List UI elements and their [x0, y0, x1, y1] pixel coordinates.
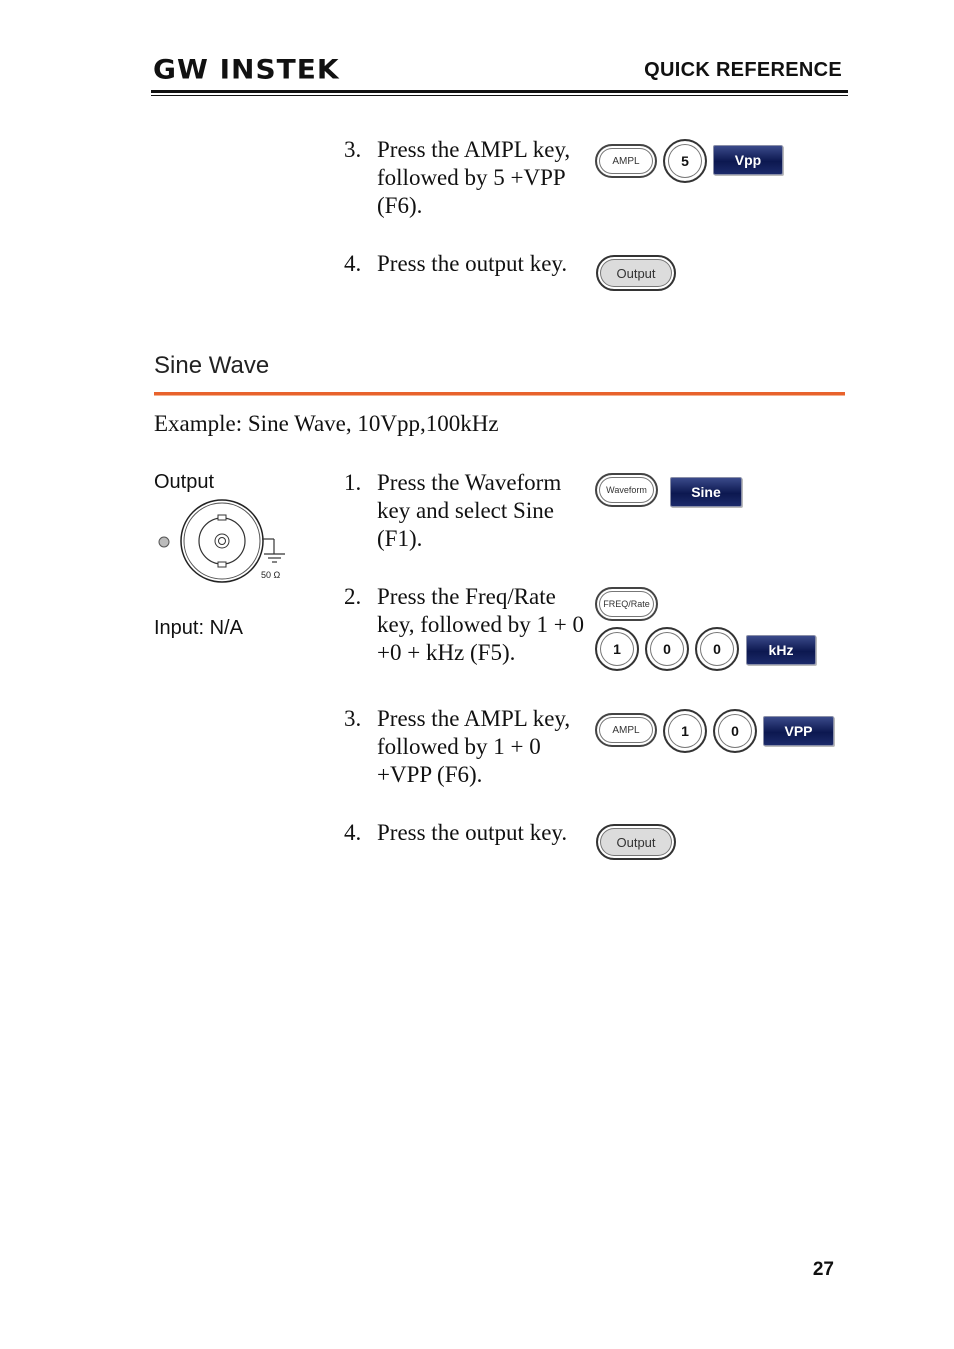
step-number: 2.	[344, 584, 362, 609]
ampl-key: AMPL	[595, 144, 657, 178]
digit-0-key: 0	[695, 627, 739, 671]
digit-0-key: 0	[645, 627, 689, 671]
output-key: Output	[596, 255, 676, 291]
input-label: Input: N/A	[154, 617, 243, 639]
digit-5-key: 5	[663, 139, 707, 183]
step-text: Press the Freq/Rate key, followed by 1 + 0 +0 + kHz (F5).	[377, 584, 584, 665]
output-label: Output	[154, 471, 215, 493]
step-text: Press the output key.	[377, 820, 568, 845]
vpp-softkey: VPP	[763, 716, 834, 746]
example-text: Example: Sine Wave, 10Vpp,100kHz	[154, 411, 499, 436]
impedance-label: 50 Ω	[261, 570, 281, 580]
digit-1-key: 1	[595, 627, 639, 671]
header-rule-thin	[151, 95, 848, 96]
waveform-key: Waveform	[595, 473, 658, 507]
vpp-softkey: Vpp	[713, 145, 783, 175]
digit-0-key: 0	[713, 709, 757, 753]
step-text: Press the Waveform key and select Sine (F1).	[377, 470, 562, 551]
step-number: 4.	[344, 251, 362, 276]
step-number: 4.	[344, 820, 362, 845]
step-number: 3.	[344, 137, 362, 162]
ampl-key: AMPL	[595, 713, 657, 747]
output-key: Output	[596, 824, 676, 860]
header-rule	[151, 90, 848, 93]
section-title: Sine Wave	[154, 352, 270, 379]
header-title: QUICK REFERENCE	[644, 59, 842, 81]
step-number: 3.	[344, 706, 362, 731]
step-text: Press the output key.	[377, 251, 568, 276]
digit-1-key: 1	[663, 709, 707, 753]
step-number: 1.	[344, 470, 362, 495]
brand-logo: GW INSTEK	[153, 53, 340, 86]
page-number: 27	[812, 1259, 834, 1280]
step-text: Press the AMPL key, followed by 5 +VPP (F6).	[377, 137, 571, 218]
sine-softkey: Sine	[670, 477, 742, 507]
freq-rate-key: FREQ/Rate	[595, 587, 658, 621]
khz-softkey: kHz	[746, 635, 816, 665]
section-rule-shade	[154, 395, 845, 396]
step-text: Press the AMPL key, followed by 1 + 0 +VPP (F6).	[377, 706, 571, 787]
